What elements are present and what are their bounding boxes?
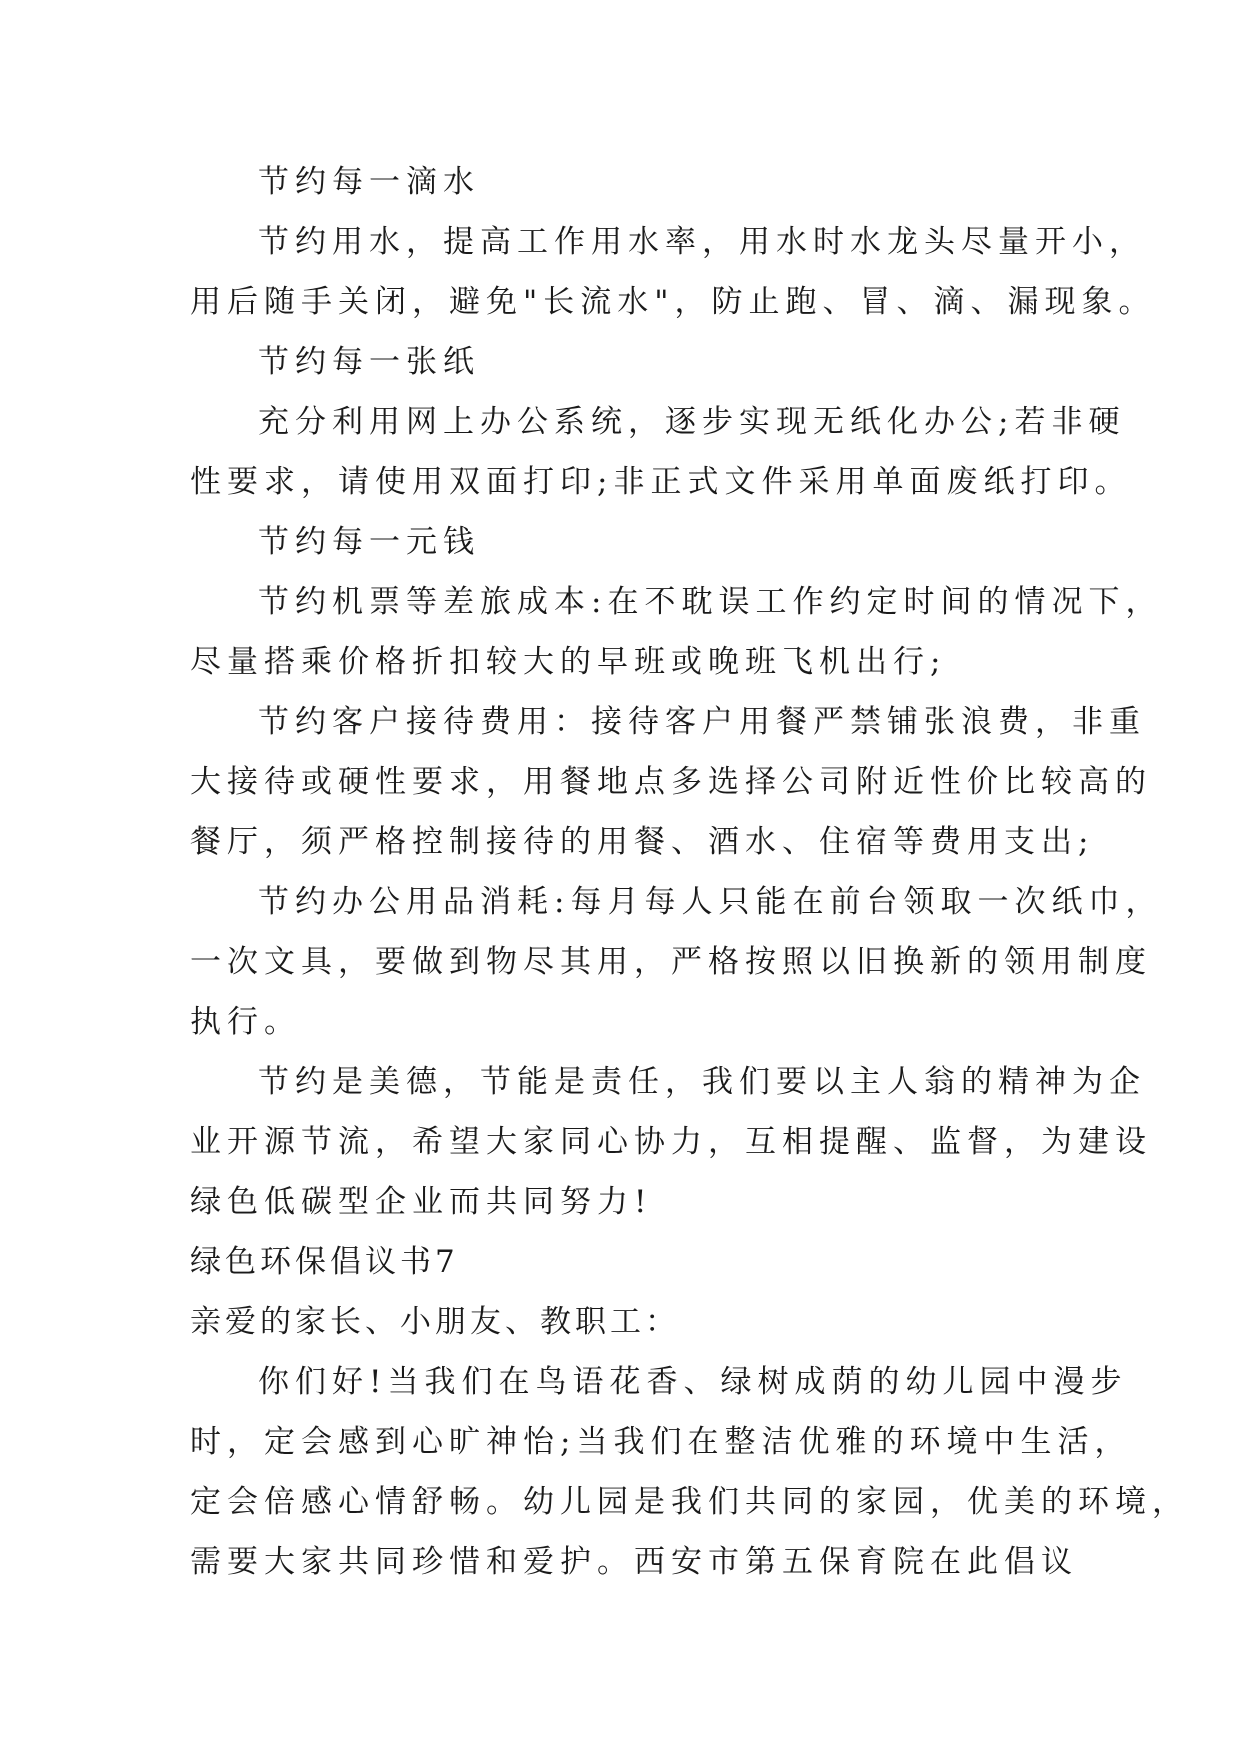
paragraph-line: 用后随手关闭，避免"长流水"，防止跑、冒、滴、漏现象。 [190, 284, 1156, 320]
paragraph-line: 节约客户接待费用：接待客户用餐严禁铺张浪费，非重 [258, 704, 1146, 740]
paragraph-line: 业开源节流，希望大家同心协力，互相提醒、监督，为建设 [190, 1124, 1152, 1160]
paragraph-line: 节约用水，提高工作用水率，用水时水龙头尽量开小， [258, 224, 1146, 260]
paragraph-line: 时，定会感到心旷神怡;当我们在整洁优雅的环境中生活， [190, 1424, 1132, 1460]
paragraph-line: 你们好!当我们在鸟语花香、绿树成荫的幼儿园中漫步 [258, 1364, 1128, 1400]
paragraph-line: 充分利用网上办公系统，逐步实现无纸化办公;若非硬 [258, 404, 1126, 440]
paragraph-line: 绿色低碳型企业而共同努力! [190, 1184, 653, 1220]
paragraph-line: 需要大家共同珍惜和爱护。西安市第五保育院在此倡议 [190, 1544, 1078, 1580]
salutation: 亲爱的家长、小朋友、教职工： [190, 1304, 680, 1340]
paragraph-line: 执行。 [190, 1004, 301, 1040]
paragraph-line: 节约办公用品消耗:每月每人只能在前台领取一次纸巾， [258, 884, 1163, 920]
paragraph-line: 节约机票等差旅成本:在不耽误工作约定时间的情况下， [258, 584, 1163, 620]
paragraph-line: 一次文具，要做到物尽其用，严格按照以旧换新的领用制度 [190, 944, 1152, 980]
paragraph-line: 大接待或硬性要求，用餐地点多选择公司附近性价比较高的 [190, 764, 1152, 800]
heading-save-water: 节约每一滴水 [258, 164, 480, 200]
heading-save-money: 节约每一元钱 [258, 524, 480, 560]
paragraph-line: 定会倍感心情舒畅。幼儿园是我们共同的家园，优美的环境， [190, 1484, 1189, 1520]
paragraph-line: 尽量搭乘价格折扣较大的早班或晚班飞机出行; [190, 644, 947, 680]
paragraph-line: 性要求，请使用双面打印;非正式文件采用单面废纸打印。 [190, 464, 1132, 500]
paragraph-line: 节约是美德，节能是责任，我们要以主人翁的精神为企 [258, 1064, 1146, 1100]
paragraph-line: 餐厅，须严格控制接待的用餐、酒水、住宿等费用支出; [190, 824, 1095, 860]
heading-save-paper: 节约每一张纸 [258, 344, 480, 380]
section-title: 绿色环保倡议书7 [190, 1244, 459, 1280]
